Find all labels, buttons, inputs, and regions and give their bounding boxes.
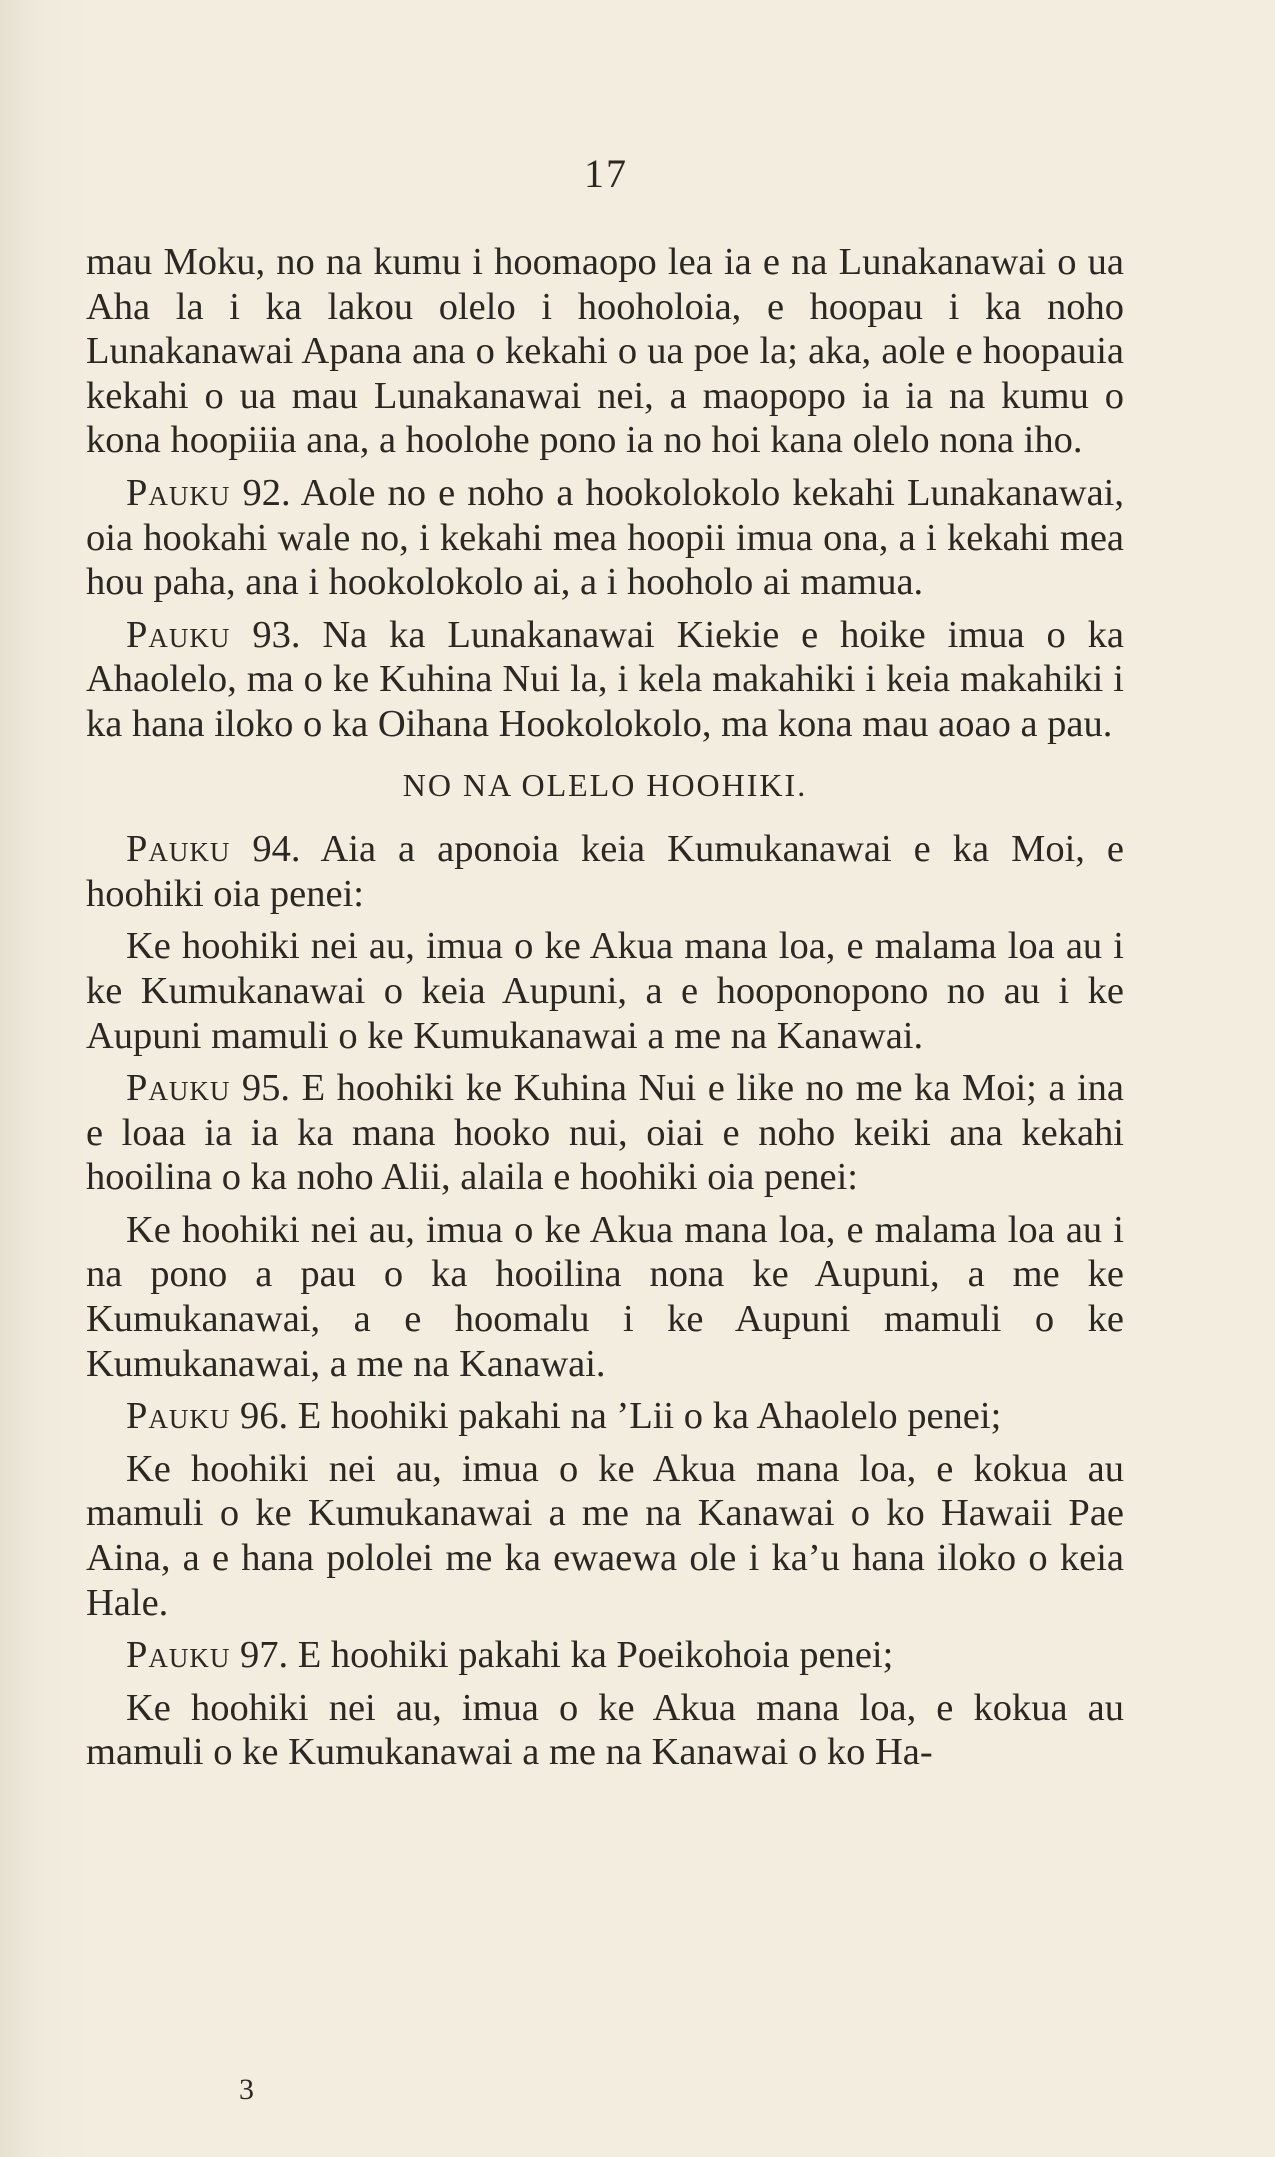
section-94: [86, 827, 1124, 916]
section-text: Na ka Lunakanawai Kiekie e hoike imua o ka Ahaolelo, ma o ke Kuhina Nui la, i kela makahiki i keia makahiki i ka hana iloko o ka Oihana Hookolokolo, ma kona mau aoao a pau.: [86, 613, 1124, 745]
oath-kuhina-nui: Ke hoohiki nei au, imua o ke Akua mana loa, e malama loa au i na pono a pau o ka hooilina nona ke Aupuni, a me ke Kumukanawai, a e hoomalu i ke Aupuni mamuli o ke Kumukanawai, a me na Kanawai.: [86, 1208, 1124, 1385]
paragraph-continuation: [86, 240, 1124, 463]
oath-king: Ke hoohiki nei au, imua o ke Akua mana loa, e malama loa au i ke Kumukanawai o keia Aupuni, a e hooponopono no au i ke Aupuni mamuli o ke Kumukanawai a me na Kanawai.: [86, 925, 1124, 1057]
section-text: E hoohiki ke Kuhina Nui e like no me ka Moi; a ina e loaa ia ia ka mana hooko nui, oiai e noho keiki ana kekahi hooilina o ka noho Alii, alaila e hoohiki oia penei:: [86, 1067, 1125, 1199]
oath-nobles: Ke hoohiki nei au, imua o ke Akua mana loa, e kokua au mamuli o ke Kumukanawai a me na Kanawai o ko Hawaii Pae Aina, a e hana pololei me ka ewaewa ole i ka’u hana iloko o keia Hale.: [86, 1447, 1124, 1624]
section-96: [86, 1394, 1124, 1439]
oath-representatives: Ke hoohiki nei au, imua o ke Akua mana loa, e kokua au mamuli o ke Kumukanawai a me na Kanawai o ko Ha-: [86, 1686, 1124, 1774]
section-number: 93.: [252, 613, 301, 656]
body-text: [86, 240, 1124, 1783]
section-93: [86, 613, 1124, 747]
section-label: Pauku: [126, 1395, 231, 1438]
section-number: 97.: [240, 1634, 289, 1677]
section-text: Aole no e noho a hookolokolo kekahi Lunakanawai, oia hookahi wale no, i kekahi mea hoopii imua ona, a i kekahi mea hou paha, ana i hookolokolo ai, a i hooholo ai mamua.: [86, 471, 1124, 604]
section-95: [86, 1066, 1124, 1200]
paragraph-text: mau Moku, no na kumu i hoomaopo lea ia e na Lunakanawai o ua Aha la i ka lakou olelo i hooholoia, e hoopau i ka noho Lunakanawai Apana ana o kekahi o ua poe la; aka, aole e hoopauia kekahi o ua mau Lunakanawai nei, a maopopo ia ia na kumu o kona hoopiiia ana, a hoolohe pono ia no hoi kana olelo nona iho.: [86, 241, 1124, 462]
page-number: 17: [584, 151, 628, 196]
section-number: 96.: [240, 1395, 289, 1438]
section-text: E hoohiki pakahi ka Poeikohoia penei;: [297, 1634, 894, 1677]
section-97: [86, 1633, 1124, 1678]
section-text: Aia a aponoia keia Kumukanawai e ka Moi, e hoohiki oia penei:: [86, 828, 1124, 915]
section-number: 95.: [241, 1067, 291, 1110]
section-number: 92.: [242, 471, 291, 514]
section-label: Pauku: [126, 471, 231, 514]
section-label: Pauku: [126, 828, 231, 871]
section-label: Pauku: [126, 1634, 231, 1677]
section-number: 94.: [252, 828, 301, 871]
section-label: Pauku: [126, 1067, 231, 1110]
section-heading: NO NA OLELO HOOHIKI.: [402, 766, 808, 803]
section-label: Pauku: [126, 613, 231, 656]
section-92: [86, 471, 1124, 605]
signature-mark: 3: [239, 2073, 254, 2106]
section-text: E hoohiki pakahi na ’Lii o ka Ahaolelo penei;: [297, 1395, 1002, 1438]
